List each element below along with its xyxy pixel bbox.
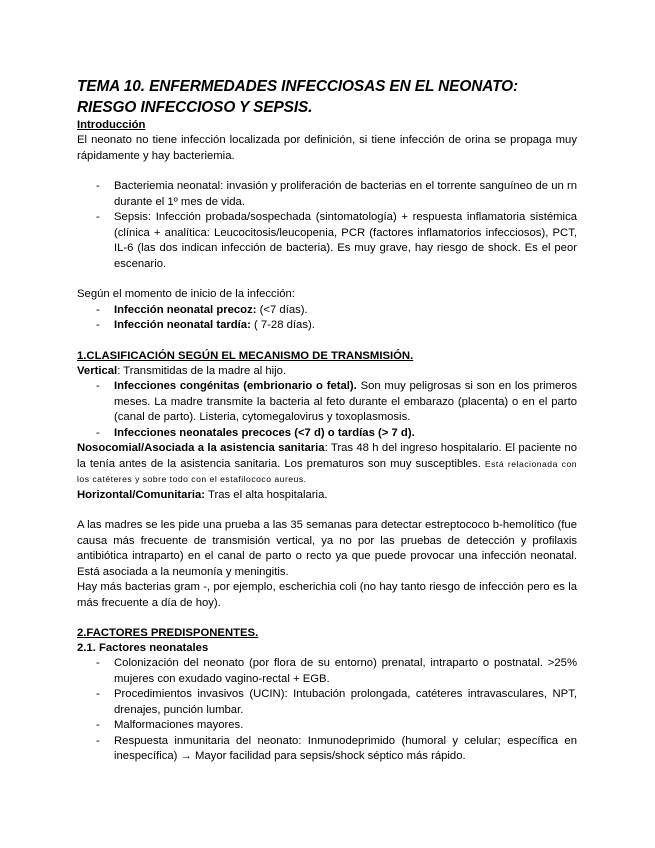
list-item	[77, 210, 577, 272]
list-item-text: Sepsis: Infección probada/sospechada (sintomatología) + respuesta inflamatoria sistémica (clínica + analítica: Leucocitosis/leucopenia, PCR (factores inflamatorios infecciosos), PCT, IL-6 (las dos indican infección de bacteria). Es muy grave, hay riesgo de shock. Es el peor escenario.	[114, 211, 577, 270]
list-item	[77, 179, 577, 210]
dash-bullet: -	[96, 303, 100, 316]
page-title: TEMA 10. ENFERMEDADES INFECCIOSAS EN EL NEONATO: RIESGO INFECCIOSO Y SEPSIS.	[77, 78, 519, 116]
list-item-label: Infección neonatal precoz:	[114, 303, 257, 316]
gram-paragraph: Hay más bacterias gram -, por ejemplo, escherichia coli (no hay tanto riesgo de infección pero es la más frecuente a día de hoy).	[77, 581, 577, 609]
intro-list	[77, 179, 577, 272]
list-item	[77, 318, 577, 334]
dash-bullet: -	[96, 719, 100, 731]
factors-list	[77, 656, 577, 765]
list-item-text: Malformaciones mayores.	[114, 719, 244, 731]
horizontal-label: Horizontal/Comunitaria:	[77, 488, 206, 501]
list-item-label: Infección neonatal tardía:	[114, 319, 251, 331]
vertical-label: Vertical	[77, 364, 118, 377]
horizontal-paragraph	[77, 488, 577, 504]
list-item	[77, 687, 577, 718]
list-item-text: Respuesta inmunitaria del neonato: Inmunodeprimido (humoral y celular; específica en inespecífica) → Mayor facilidad para sepsis/shock séptico más rápido.	[114, 734, 577, 762]
section2-heading: 2.FACTORES PREDISPONENTES.	[77, 627, 259, 639]
strep-paragraph: A las madres se les pide una prueba a las 35 semanas para detectar estreptococo b-hemolítico (fue causa más frecuente de transmisión vertical, ya no por las pruebas de detección y profilaxis antibiótica intraparto) en el canal de parto o recto ya que puede provocar una infección neonatal. Está asociada a la neumonía y meningitis.	[77, 519, 577, 578]
list-item	[77, 656, 577, 687]
list-item	[77, 379, 577, 426]
list-item-label: Infecciones congénitas (embrionario o fetal).	[114, 380, 357, 392]
dash-bullet: -	[96, 211, 100, 223]
list-item	[77, 734, 577, 765]
dash-bullet: -	[96, 426, 100, 439]
vertical-text: : Transmitidas de la madre al hijo.	[117, 364, 287, 377]
intro-heading: Introducción	[77, 119, 146, 131]
section1-heading: 1.CLASIFICACIÓN SEGÚN EL MECANISMO DE TRANSMISIÓN.	[77, 349, 414, 362]
dash-bullet: -	[96, 380, 100, 392]
list-item-text: Son muy peligrosas si son en los primeros meses. La madre transmite la bacteria al feto durante el embarazo (placenta) o en el parto (canal de parto). Listeria, cytomegalovirus y toxoplasmosis.	[114, 380, 577, 423]
nosocomial-paragraph	[77, 441, 577, 488]
list-item-text: ( 7-28 días).	[250, 319, 315, 331]
nosocomial-label: Nosocomial/Asociada a la asistencia sanitaria	[77, 442, 325, 454]
list-item-text: (<7 días).	[256, 303, 308, 316]
onset-lead: Según el momento de inicio de la infección:	[77, 288, 295, 300]
list-item	[77, 303, 577, 319]
list-item-text: Colonización del neonato (por flora de su entorno) prenatal, intraparto o postnatal. >25% mujeres con exudado vagino-rectal + EGB.	[114, 657, 577, 685]
onset-list	[77, 303, 577, 334]
dash-bullet: -	[96, 319, 100, 331]
nosocomial-note: Está relacionada con los catéteres y sobre todo con el estafilococo aureus.	[77, 458, 578, 484]
vertical-paragraph	[77, 364, 577, 380]
list-item-label: Infecciones neonatales precoces (<7 d) o tardías (> 7 d).	[114, 426, 415, 439]
section2-subheading: 2.1. Factores neonatales	[77, 642, 209, 654]
list-item	[77, 426, 577, 442]
dash-bullet: -	[96, 734, 100, 747]
dash-bullet: -	[96, 180, 100, 192]
vertical-list	[77, 379, 577, 441]
dash-bullet: -	[96, 688, 100, 700]
dash-bullet: -	[96, 657, 100, 669]
intro-paragraph: El neonato no tiene infección localizada por definición, si tiene infección de orina se propaga muy rápidamente y hay bacteriemia.	[77, 134, 577, 162]
document-body	[77, 76, 577, 765]
list-item-text: Bacteriemia neonatal: invasión y proliferación de bacterias en el torrente sanguíneo de un rn durante el 1º mes de vida.	[114, 180, 577, 208]
list-item	[77, 718, 577, 734]
nosocomial-text: : Tras 48 h del ingreso hospitalario. El paciente no la tenía antes de la asistencia sanitaria. Los prematuros son muy susceptibles.	[77, 442, 577, 470]
horizontal-text: Tras el alta hospitalaria.	[205, 488, 328, 501]
list-item-text: Procedimientos invasivos (UCIN): Intubación prolongada, catéteres intravasculares, NPT, drenajes, punción lumbar.	[114, 688, 577, 716]
